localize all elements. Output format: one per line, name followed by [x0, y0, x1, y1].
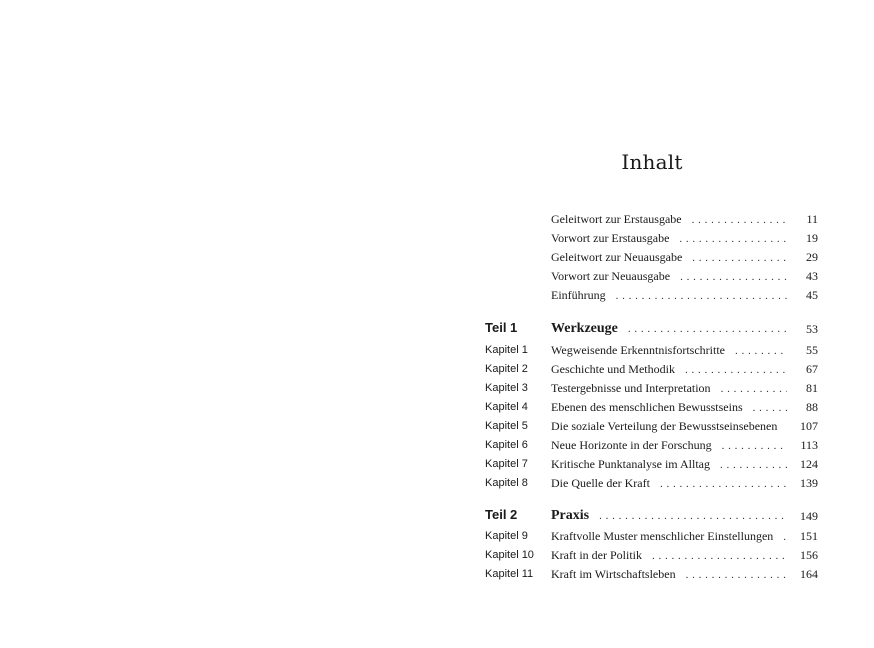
toc-page-number: 19 — [806, 231, 818, 245]
leader-dots — [735, 345, 787, 357]
chapter-label: Kapitel 11 — [485, 568, 534, 580]
toc-row-chapter-11 — [0, 566, 874, 584]
toc-page-number: 45 — [806, 288, 818, 302]
leader-dots — [692, 252, 787, 264]
toc-row-chapter-8 — [0, 475, 874, 493]
toc-page-number: 156 — [800, 548, 818, 562]
toc-row-part-1 — [0, 320, 874, 338]
toc-entry-title: Kraft in der Politik . . . — [551, 548, 787, 563]
toc-entry-title: Testergebnisse und Interpretation . . . — [551, 381, 787, 396]
toc-row-front-3 — [0, 249, 874, 267]
toc-page-number: 113 — [800, 438, 818, 452]
toc-row-chapter-6 — [0, 437, 874, 455]
leader-dots — [628, 323, 787, 335]
chapter-label: Kapitel 10 — [485, 549, 534, 561]
leader-dots — [685, 364, 787, 376]
toc-entry-title: Ebenen des menschlichen Bewusstseins . . . — [551, 400, 787, 415]
toc-row-front-4 — [0, 268, 874, 286]
toc-row-chapter-9 — [0, 528, 874, 546]
part-title: Praxis . . . — [551, 508, 787, 524]
toc-page-number: 67 — [806, 362, 818, 376]
toc-page-number: 107 — [800, 419, 818, 433]
leader-dots — [783, 531, 787, 543]
toc-page-number: 124 — [800, 457, 818, 471]
leader-dots — [599, 510, 787, 522]
toc-page-number: 139 — [800, 476, 818, 490]
chapter-label: Kapitel 1 — [485, 344, 528, 356]
toc-page-number: 88 — [806, 400, 818, 414]
toc-row-chapter-1 — [0, 342, 874, 360]
chapter-label: Kapitel 8 — [485, 477, 528, 489]
toc-entry-title: Einführung . . . — [551, 288, 787, 303]
toc-page-number: 149 — [800, 509, 818, 523]
leader-dots — [753, 402, 787, 414]
toc-row-chapter-3 — [0, 380, 874, 398]
toc-entry-title: Kraftvolle Muster menschlicher Einstellungen . . . — [551, 529, 787, 544]
leader-dots — [686, 569, 787, 581]
chapter-label: Kapitel 5 — [485, 420, 528, 432]
toc-page-number: 11 — [806, 212, 818, 226]
leader-dots — [652, 550, 787, 562]
toc-row-chapter-5 — [0, 418, 874, 436]
toc-row-chapter-2 — [0, 361, 874, 379]
toc-entry-title: Vorwort zur Erstausgabe . . . — [551, 231, 787, 246]
chapter-label: Kapitel 7 — [485, 458, 528, 470]
toc-entry-title: Geleitwort zur Neuausgabe . . . — [551, 250, 787, 265]
part-label: Teil 1 — [485, 320, 518, 335]
toc-entry-title: Geleitwort zur Erstausgabe . . . — [551, 212, 787, 227]
leader-dots — [660, 478, 787, 490]
leader-dots — [692, 214, 787, 226]
toc-entry-title: Wegweisende Erkenntnisfortschritte . . . — [551, 343, 787, 358]
leader-dots — [722, 440, 787, 452]
toc-row-front-5 — [0, 287, 874, 305]
chapter-label: Kapitel 9 — [485, 530, 528, 542]
chapter-label: Kapitel 3 — [485, 382, 528, 394]
leader-dots — [720, 459, 787, 471]
chapter-label: Kapitel 6 — [485, 439, 528, 451]
toc-entry-title: Neue Horizonte in der Forschung . . . — [551, 438, 787, 453]
toc-page-number: 55 — [806, 343, 818, 357]
leader-dots — [680, 271, 787, 283]
chapter-label: Kapitel 4 — [485, 401, 528, 413]
toc-row-chapter-10 — [0, 547, 874, 565]
leader-dots — [616, 290, 787, 302]
toc-row-front-2 — [0, 230, 874, 248]
toc-entry-title: Kraft im Wirtschaftsleben . . . — [551, 567, 787, 582]
leader-dots — [679, 233, 787, 245]
toc-entry-title: Kritische Punktanalyse im Alltag . . . — [551, 457, 787, 472]
toc-page-number: 53 — [806, 322, 818, 336]
leader-dots — [721, 383, 787, 395]
toc-row-front-1 — [0, 211, 874, 229]
toc-entry-title: Geschichte und Methodik . . . — [551, 362, 787, 377]
toc-page-number: 43 — [806, 269, 818, 283]
toc-page-number: 29 — [806, 250, 818, 264]
part-label: Teil 2 — [485, 507, 518, 522]
toc-row-chapter-7 — [0, 456, 874, 474]
toc-entry-title: Vorwort zur Neuausgabe . . . — [551, 269, 787, 284]
toc-page-number: 81 — [806, 381, 818, 395]
toc-page-number: 151 — [800, 529, 818, 543]
page-title: Inhalt — [621, 150, 683, 174]
chapter-label: Kapitel 2 — [485, 363, 528, 375]
toc-row-chapter-4 — [0, 399, 874, 417]
toc-entry-title: Die Quelle der Kraft . . . — [551, 476, 787, 491]
toc-entry-title: Die soziale Verteilung der Bewusstseinsebenen — [551, 419, 778, 433]
toc-row-part-2 — [0, 507, 874, 525]
toc-page-number: 164 — [800, 567, 818, 581]
part-title: Werkzeuge . . . — [551, 321, 787, 337]
